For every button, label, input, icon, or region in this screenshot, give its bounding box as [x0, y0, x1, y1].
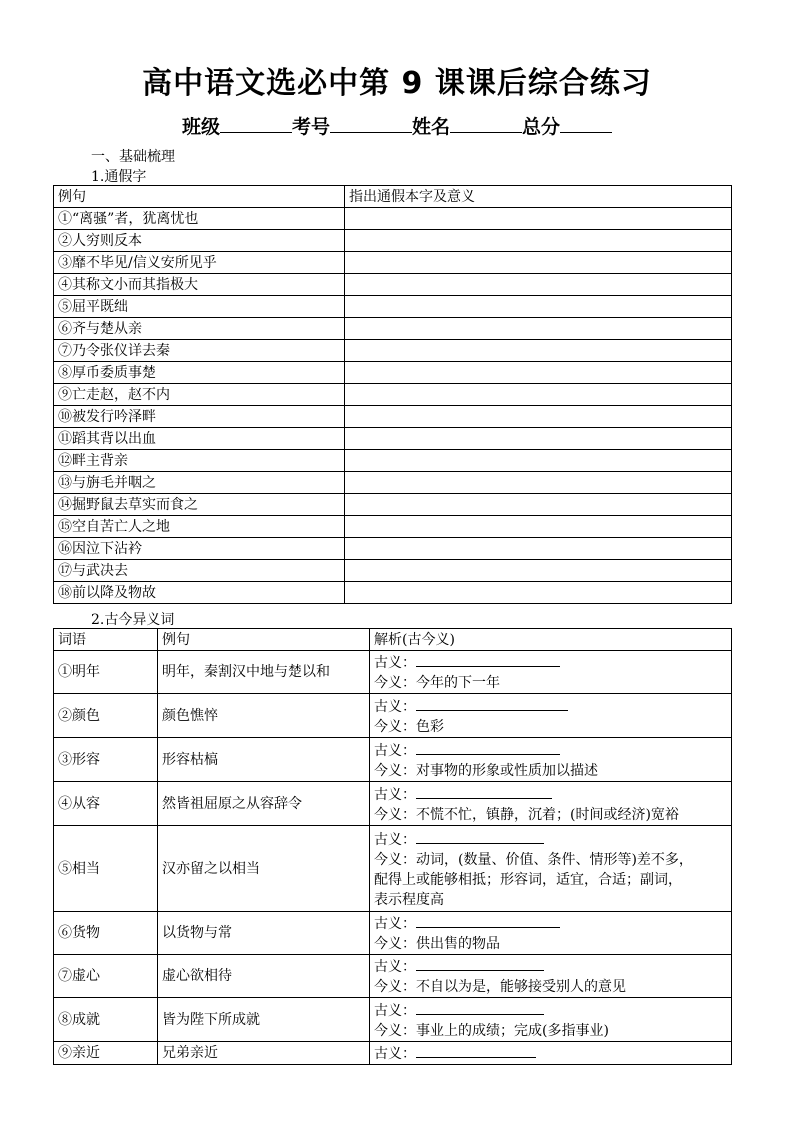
- ancient-meaning-blank[interactable]: [416, 999, 544, 1015]
- table-row: [54, 738, 732, 782]
- table-row: [54, 912, 732, 955]
- answer-cell[interactable]: [345, 494, 732, 516]
- example-cell: 然皆祖屈原之从容辞令: [158, 782, 370, 826]
- example-sentence-cell: ①“离骚”者，犹离忧也: [54, 208, 345, 230]
- modern-meaning-line: 今义：不慌不忙，镇静，沉着；(时间或经济)宽裕: [374, 806, 679, 823]
- example-sentence-cell: ③靡不毕见/信义安所见乎: [54, 252, 345, 274]
- table-row: [54, 362, 732, 384]
- analysis-cell: [370, 1042, 732, 1065]
- example-cell: 颜色憔悴: [158, 694, 370, 738]
- answer-cell[interactable]: [345, 230, 732, 252]
- example-cell: 汉亦留之以相当: [158, 826, 370, 912]
- ancient-meaning-line: [374, 955, 727, 977]
- answer-cell[interactable]: [345, 560, 732, 582]
- table-header-row: [54, 186, 732, 208]
- word-cell: ③形容: [54, 738, 158, 782]
- analysis-cell: [370, 694, 732, 738]
- table-row: [54, 560, 732, 582]
- ancient-meaning-label: 古义：: [374, 698, 416, 715]
- subsection-heading-tongjiazi: 1.通假字: [91, 169, 147, 185]
- answer-cell[interactable]: [345, 582, 732, 604]
- example-sentence-cell: ⑦乃令张仪详去秦: [54, 340, 345, 362]
- analysis-cell: [370, 738, 732, 782]
- number-label: 考号: [291, 116, 330, 138]
- modern-meaning-line: 配得上或能够相抵；形容词，适宜，合适；副词，: [374, 871, 682, 888]
- answer-cell[interactable]: [345, 450, 732, 472]
- example-sentence-cell: ②人穷则反本: [54, 230, 345, 252]
- section-heading: 一、基础梳理: [91, 149, 175, 165]
- modern-meaning-line: 今义：供出售的物品: [374, 936, 500, 952]
- example-sentence-cell: ⑧厚币委质事楚: [54, 362, 345, 384]
- ancient-meaning-blank[interactable]: [416, 828, 544, 844]
- name-label: 姓名: [412, 116, 451, 138]
- example-cell: 皆为陛下所成就: [158, 998, 370, 1042]
- ancient-meaning-label: 古义：: [374, 916, 416, 932]
- example-sentence-cell: ⑩被发行吟泽畔: [54, 406, 345, 428]
- score-label: 总分: [522, 116, 561, 138]
- example-sentence-cell: ⑤屈平既绌: [54, 296, 345, 318]
- table-row: [54, 694, 732, 738]
- ancient-meaning-blank[interactable]: [416, 912, 560, 928]
- word-cell: ②颜色: [54, 694, 158, 738]
- example-sentence-cell: ⑱前以降及物故: [54, 582, 345, 604]
- ancient-meaning-line: [374, 739, 727, 761]
- analysis-cell: [370, 651, 732, 694]
- answer-cell[interactable]: [345, 362, 732, 384]
- table-row: [54, 296, 732, 318]
- ancient-meaning-label: 古义：: [374, 959, 416, 975]
- number-blank[interactable]: [330, 114, 412, 133]
- table-row: [54, 252, 732, 274]
- class-blank[interactable]: [220, 114, 292, 133]
- ancient-meaning-line: [374, 783, 727, 805]
- example-sentence-cell: ④其称文小而其指极大: [54, 274, 345, 296]
- example-sentence-cell: ⑬与旃毛并咽之: [54, 472, 345, 494]
- answer-cell[interactable]: [345, 296, 732, 318]
- example-sentence-cell: ⑮空自苦亡人之地: [54, 516, 345, 538]
- gujinyiyi-table: [53, 628, 732, 1065]
- word-cell: ①明年: [54, 651, 158, 694]
- ancient-meaning-blank[interactable]: [416, 651, 560, 667]
- word-cell: ⑦虚心: [54, 955, 158, 998]
- class-label: 班级: [181, 116, 220, 138]
- modern-meaning-line: 今义：色彩: [374, 718, 444, 735]
- ancient-meaning-label: 古义：: [374, 1002, 416, 1019]
- name-blank[interactable]: [450, 114, 522, 133]
- table-row: [54, 1042, 732, 1065]
- answer-cell[interactable]: [345, 252, 732, 274]
- table-row: [54, 340, 732, 362]
- ancient-meaning-line: [374, 651, 727, 673]
- answer-cell[interactable]: [345, 538, 732, 560]
- example-sentence-cell: ⑥齐与楚从亲: [54, 318, 345, 340]
- ancient-meaning-label: 古义：: [374, 655, 416, 671]
- answer-cell[interactable]: [345, 428, 732, 450]
- table-row: [54, 230, 732, 252]
- ancient-meaning-blank[interactable]: [416, 783, 552, 799]
- ancient-meaning-line: [374, 999, 727, 1021]
- table-row: [54, 450, 732, 472]
- table-row: [54, 406, 732, 428]
- example-cell: 形容枯槁: [158, 738, 370, 782]
- table-row: [54, 782, 732, 826]
- table-row: [54, 428, 732, 450]
- student-info-line: [0, 112, 794, 139]
- example-sentence-cell: ⑰与武决去: [54, 560, 345, 582]
- table-row: [54, 318, 732, 340]
- table-row: [54, 494, 732, 516]
- subsection-heading-gujinyiyi: 2.古今异义词: [91, 612, 175, 628]
- answer-cell[interactable]: [345, 406, 732, 428]
- header-cell: 例句: [158, 629, 370, 651]
- answer-cell[interactable]: [345, 340, 732, 362]
- table-row: [54, 274, 732, 296]
- tongjiazi-table: [53, 185, 732, 604]
- table-row: [54, 538, 732, 560]
- example-cell: 兄弟亲近: [158, 1042, 370, 1065]
- ancient-meaning-label: 古义：: [374, 831, 416, 848]
- ancient-meaning-line: [374, 695, 727, 717]
- word-cell: ④从容: [54, 782, 158, 826]
- analysis-cell: [370, 998, 732, 1042]
- table-row: [54, 826, 732, 912]
- word-cell: ⑤相当: [54, 826, 158, 912]
- analysis-cell: [370, 782, 732, 826]
- example-cell: 虚心欲相待: [158, 955, 370, 998]
- table-row: [54, 384, 732, 406]
- score-blank[interactable]: [560, 114, 612, 133]
- ancient-meaning-line: [374, 1042, 727, 1064]
- example-sentence-cell: ⑫畔主背亲: [54, 450, 345, 472]
- table-row: [54, 582, 732, 604]
- modern-meaning-line: 表示程度高: [374, 891, 444, 908]
- answer-cell[interactable]: [345, 472, 732, 494]
- example-cell: 以货物与常: [158, 912, 370, 955]
- header-cell: 解析(古今义): [370, 629, 732, 651]
- word-cell: ⑥货物: [54, 912, 158, 955]
- modern-meaning-line: 今义：动词，(数量、价值、条件、情形等)差不多，: [374, 851, 693, 868]
- table-row: [54, 208, 732, 230]
- header-cell: 词语: [54, 629, 158, 651]
- modern-meaning-line: 今义：对事物的形象或性质加以描述: [374, 762, 598, 779]
- analysis-cell: [370, 955, 732, 998]
- ancient-meaning-blank[interactable]: [416, 739, 560, 755]
- page-title: 高中语文选必中第 9 课课后综合练习: [142, 66, 652, 101]
- table-row: [54, 651, 732, 694]
- example-sentence-cell: ⑪蹈其背以出血: [54, 428, 345, 450]
- table-row: [54, 516, 732, 538]
- ancient-meaning-blank[interactable]: [416, 695, 568, 711]
- word-cell: ⑨亲近: [54, 1042, 158, 1065]
- modern-meaning-line: 今义：今年的下一年: [374, 675, 500, 691]
- example-cell: 明年，秦割汉中地与楚以和: [158, 651, 370, 694]
- example-sentence-cell: ⑨亡走赵，赵不内: [54, 384, 345, 406]
- word-cell: ⑧成就: [54, 998, 158, 1042]
- ancient-meaning-label: 古义：: [374, 1046, 416, 1062]
- answer-cell[interactable]: [345, 208, 732, 230]
- table-row: [54, 998, 732, 1042]
- table-row: [54, 472, 732, 494]
- ancient-meaning-blank[interactable]: [416, 1042, 536, 1058]
- example-sentence-cell: ⑯因泣下沾衿: [54, 538, 345, 560]
- table-header-row: [54, 629, 732, 651]
- table-row: [54, 955, 732, 998]
- ancient-meaning-line: [374, 828, 727, 850]
- ancient-meaning-blank[interactable]: [416, 955, 544, 971]
- answer-cell[interactable]: [345, 274, 732, 296]
- ancient-meaning-label: 古义：: [374, 742, 416, 759]
- modern-meaning-line: 今义：事业上的成绩；完成(多指事业): [374, 1022, 609, 1039]
- header-cell: 例句: [54, 186, 345, 208]
- ancient-meaning-label: 古义：: [374, 786, 416, 803]
- example-sentence-cell: ⑭掘野鼠去草实而食之: [54, 494, 345, 516]
- modern-meaning-line: 今义：不自以为是，能够接受别人的意见: [374, 979, 626, 995]
- ancient-meaning-line: [374, 912, 727, 934]
- answer-cell[interactable]: [345, 318, 732, 340]
- answer-cell[interactable]: [345, 516, 732, 538]
- answer-cell[interactable]: [345, 384, 732, 406]
- analysis-cell: [370, 826, 732, 912]
- analysis-cell: [370, 912, 732, 955]
- header-cell: 指出通假本字及意义: [345, 186, 732, 208]
